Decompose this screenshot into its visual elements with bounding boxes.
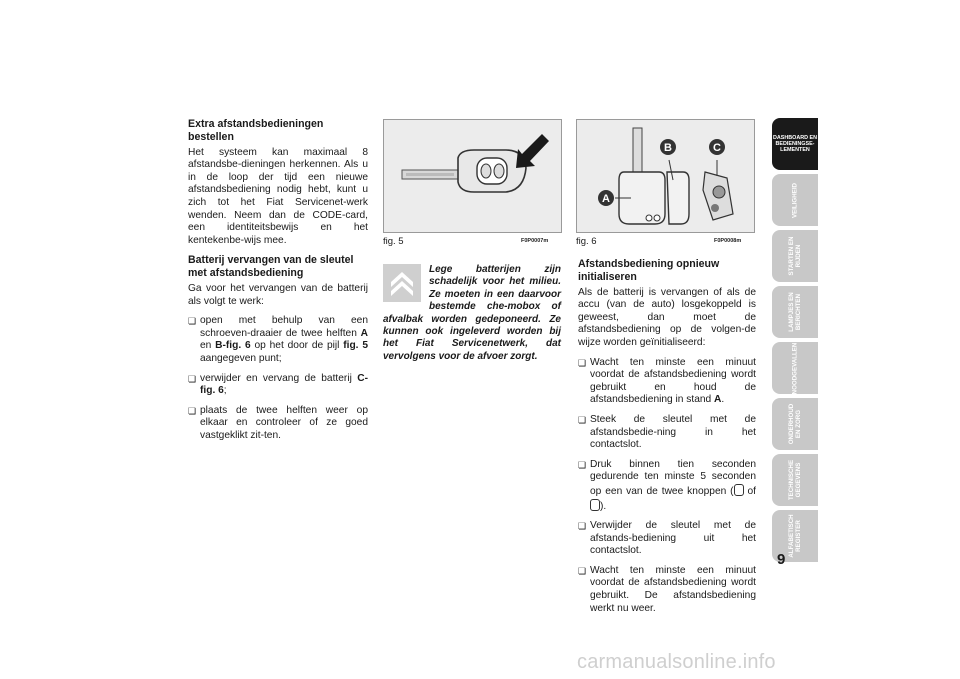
list-item: ❏ plaats de twee helften weer op elkaar en controleer of ze goed vastgeklikt zit-ten.	[188, 405, 368, 443]
key-illustration	[384, 120, 561, 232]
figure-5-code: F0P0007m	[521, 238, 549, 244]
key-open-illustration	[577, 120, 754, 232]
figure-5-label: fig. 5	[383, 236, 404, 247]
list-item: ❏ verwijder en vervang de batterij C-fig. 6;	[188, 373, 368, 398]
figure-6-key-open	[576, 119, 755, 233]
tab-technische[interactable]: TECHNISCHE GEGEVENS	[772, 454, 818, 506]
list-item: ❏ open met behulp van een schroeven-draaier de twee helften A en B-fig. 6 op het door de pijl fig. 5 aangegeven punt;	[188, 315, 368, 365]
reinitialize-steps-list	[578, 357, 756, 616]
left-column	[188, 118, 368, 449]
lock-button-icon	[734, 484, 744, 496]
watermark: carmanualsonline.info	[577, 651, 776, 673]
tab-register[interactable]: ALFABETISCH REGISTER	[772, 510, 818, 562]
tab-starten[interactable]: STARTEN EN RIJDEN	[772, 230, 818, 282]
paragraph-battery-intro: Ga voor het vervangen van de batterij als volgt te werk:	[188, 282, 368, 307]
tab-noodgevallen[interactable]: NOODGEVALLEN	[772, 342, 818, 394]
list-item: ❏ Wacht ten minste een minuut voordat de afstandsbediening wordt gebruikt en houd de afstandsbediening in stand A.	[578, 357, 756, 407]
page-number: 9	[777, 551, 786, 568]
battery-steps-list	[188, 315, 368, 442]
figure-5-key	[383, 119, 562, 233]
list-item: ❏ Verwijder de sleutel met de afstands-bediening uit het contactslot.	[578, 520, 756, 558]
tab-lampjes[interactable]: LAMPJES EN BERICHTEN	[772, 286, 818, 338]
list-item: ❏ Steek de sleutel met de afstandsbedie-ning in het contactslot.	[578, 414, 756, 452]
label-a: A	[602, 193, 610, 205]
paragraph-reinitialize: Als de batterij is vervangen of als de accu (van de auto) losgekoppeld is geweest, dan moet de afstandsbediening op de volgen-de wijze worden geïnitialiseerd:	[578, 286, 756, 348]
environment-note-text: Lege batterijen zijn schadelijk voor het milieu. Ze moeten in een daarvoor bestemde che-mobox of afvalbak worden gedeponeerd. Ze kunnen ook ingeleverd worden bij het Fiat Servicenetwerk, dat vervolgens voor de afvoer zorgt.	[383, 264, 561, 362]
environment-note	[383, 264, 561, 363]
right-column	[578, 258, 756, 622]
list-item: ❏ Wacht ten minste een minuut voordat de afstandsbediening wordt gebruikt. De afstandsbediening werkt nu weer.	[578, 565, 756, 615]
heading-extra-remotes: Extra afstandsbedieningen bestellen	[188, 118, 324, 143]
list-item: ❏ Druk binnen tien seconden gedurende ten minste 5 seconden op een van de twee knoppen ( of ).	[578, 459, 756, 513]
tab-dashboard[interactable]: DASHBOARD EN BEDIENINGSE- LEMENTEN	[772, 118, 818, 170]
figure-6-label: fig. 6	[576, 236, 597, 247]
heading-reinitialize: Afstandsbediening opnieuw initialiseren	[578, 258, 720, 283]
label-c: C	[713, 142, 721, 154]
unlock-button-icon	[590, 499, 600, 511]
paragraph-extra-remotes: Het systeem kan maximaal 8 afstandsbe-dieningen herkennen. Als u in de loop der tijd een nieuwe afstandsbediening nodig hebt, kunt u zich tot het Fiat Servicenet-werk wenden. Neem dan de CODE-card, een identiteitsbewijs en het kentekenbe-wijs mee.	[188, 146, 368, 246]
tab-onderhoud[interactable]: ONDERHOUD EN ZORG	[772, 398, 818, 450]
heading-battery-replace: Batterij vervangen van de sleutel met afstandsbediening	[188, 254, 354, 280]
tab-veiligheid[interactable]: VEILIGHEID	[772, 174, 818, 226]
figure-6-code: F0P0008m	[714, 238, 742, 244]
recycle-chevron-icon	[383, 264, 421, 302]
label-b: B	[664, 142, 672, 154]
